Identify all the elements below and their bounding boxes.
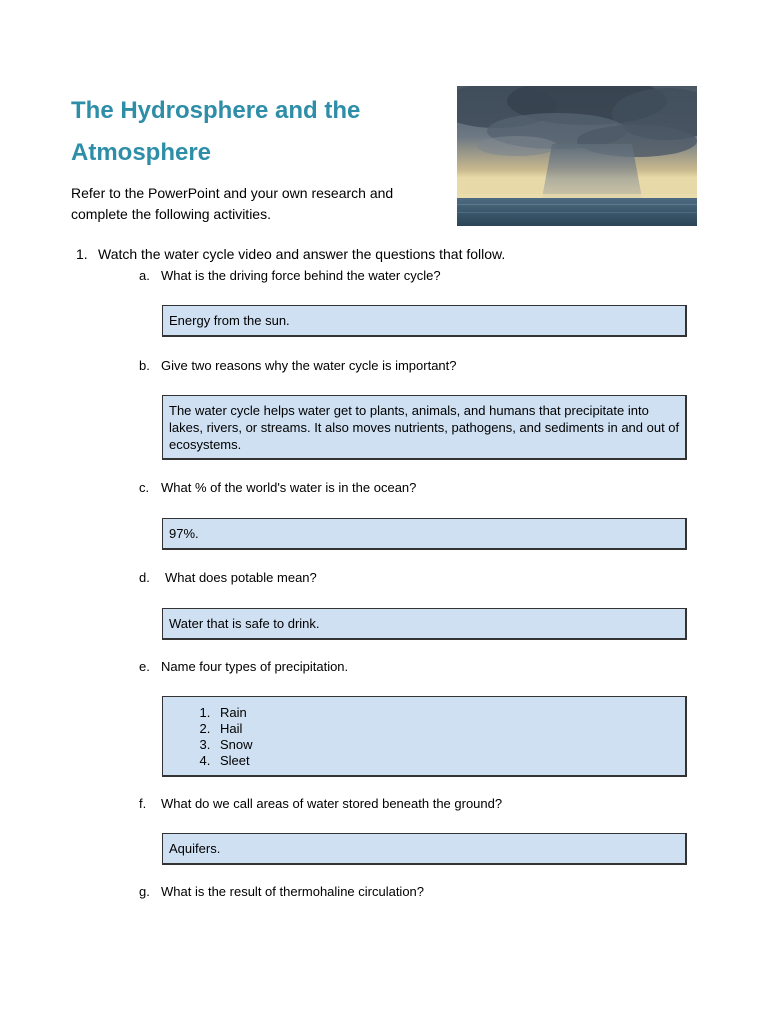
subquestion-letter: d.	[139, 570, 150, 585]
page-title	[71, 90, 431, 174]
list-item: 4. Sleet	[214, 753, 685, 769]
subquestion-text: What does potable mean?	[165, 570, 317, 585]
subquestion-letter: a.	[139, 268, 150, 283]
subquestion-letter: f.	[139, 796, 147, 811]
subquestion-c	[139, 479, 416, 497]
answer-box-c[interactable]	[162, 518, 687, 550]
list-item: 1. Rain	[214, 705, 685, 721]
intro-text: Refer to the PowerPoint and your own research and complete the following activities.	[71, 185, 394, 222]
answer-box-a[interactable]	[162, 305, 687, 337]
subquestion-letter: c.	[139, 480, 150, 495]
question-1-number: 1.	[76, 246, 88, 262]
subquestion-f	[139, 795, 502, 813]
answer-box-d[interactable]	[162, 608, 687, 640]
title-line-1: The Hydrosphere and the	[71, 97, 361, 124]
subquestion-letter: g.	[139, 884, 150, 899]
subquestion-text: What % of the world's water is in the ocean?	[161, 480, 417, 495]
question-1-text: Watch the water cycle video and answer the questions that follow.	[98, 246, 506, 262]
subquestion-g	[139, 883, 424, 901]
answer-text: Energy from the sun.	[169, 313, 290, 328]
subquestion-b	[139, 357, 457, 375]
answer-box-b[interactable]	[162, 395, 687, 460]
subquestion-text: Name four types of precipitation.	[161, 659, 349, 674]
answer-text: Aquifers.	[169, 841, 221, 856]
subquestion-d	[139, 569, 317, 587]
storm-over-ocean-image	[457, 86, 697, 226]
answer-box-e[interactable]	[162, 696, 687, 777]
title-line-2: Atmosphere	[71, 139, 212, 166]
subquestion-a	[139, 267, 441, 285]
subquestion-e	[139, 658, 348, 676]
answer-box-f[interactable]	[162, 833, 687, 865]
subquestion-text: Give two reasons why the water cycle is important?	[161, 358, 457, 373]
subquestion-text: What do we call areas of water stored beneath the ground?	[161, 796, 503, 811]
subquestion-text: What is the driving force behind the water cycle?	[161, 268, 441, 283]
list-item: 2. Hail	[214, 721, 685, 737]
subquestion-text: What is the result of thermohaline circulation?	[161, 884, 425, 899]
subquestion-letter: b.	[139, 358, 150, 373]
subquestion-letter: e.	[139, 659, 150, 674]
answer-text: The water cycle helps water get to plants, animals, and humans that precipitate into lakes, rivers, or streams. It also moves nutrients, pathogens, and sediments in and out of ecosystems.	[169, 403, 680, 452]
precipitation-list	[169, 705, 685, 769]
answer-text: 97%.	[169, 526, 199, 541]
list-item: 3. Snow	[214, 737, 685, 753]
answer-text: Water that is safe to drink.	[169, 616, 320, 631]
question-1	[76, 245, 505, 263]
